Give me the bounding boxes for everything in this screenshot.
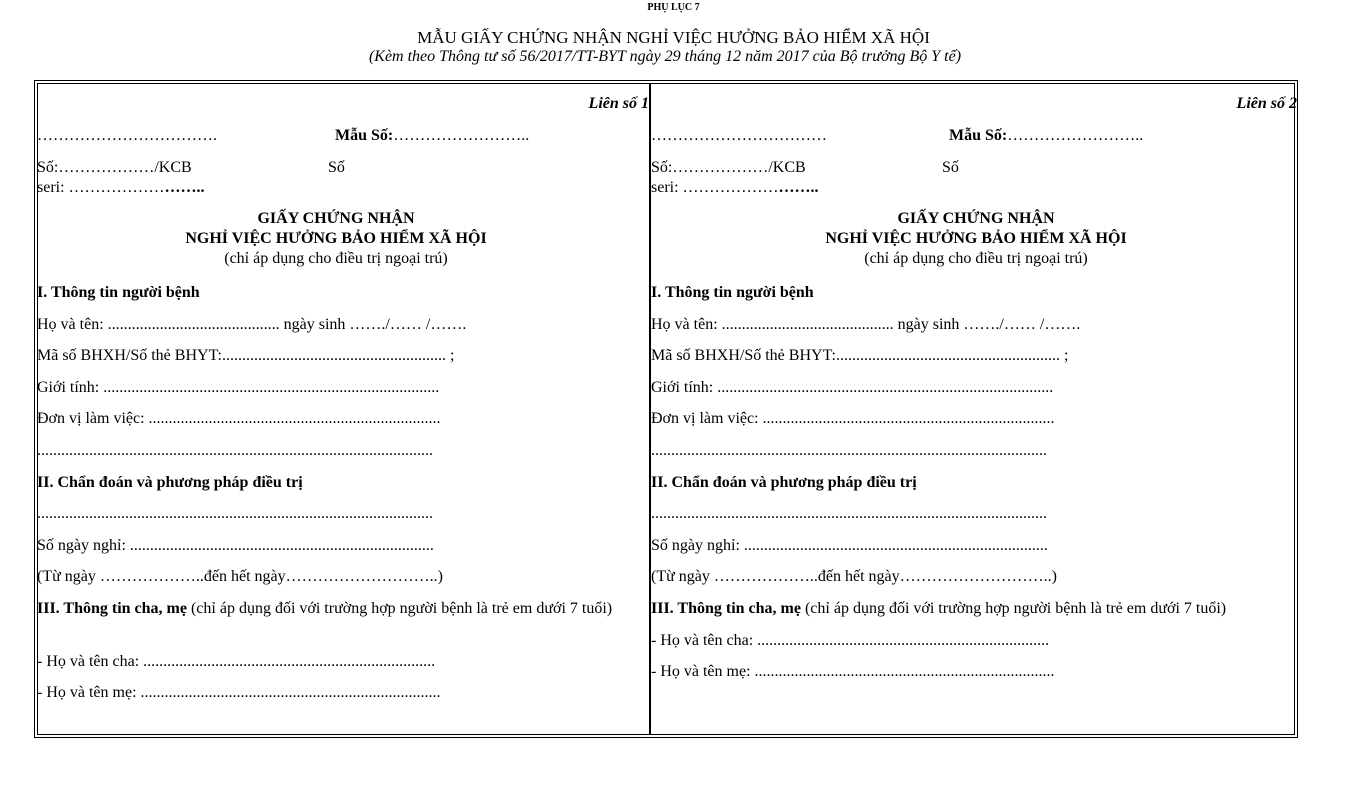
form-number-blank: …………………….. <box>393 127 530 144</box>
gender-line: Giới tính: .................................................................................... <box>651 379 1054 396</box>
document-title: MẪU GIẤY CHỨNG NHẬN NGHỈ VIỆC HƯỞNG BẢO HIỂM XÃ HỘI <box>417 28 930 47</box>
certificate-heading-line1: GIẤY CHỨNG NHẬN <box>897 210 1055 227</box>
form-number-blank: …………………….. <box>1007 127 1144 144</box>
date-range-line: (Từ ngày ………………..đến hết ngày………………………..) <box>651 568 1057 585</box>
father-name-line: - Họ và tên cha: ......................................................................... <box>37 653 436 670</box>
insurance-number-line: Mã số BHXH/Số thẻ BHYT:........................................................ ; <box>651 347 1069 364</box>
workplace-continuation-line: ................................................................................................... <box>651 442 1047 459</box>
serial-number-label: seri: ……………… <box>651 179 779 196</box>
section-2-title: II. Chẩn đoán và phương pháp điều trị <box>651 474 917 491</box>
certificate-copy-2 <box>651 83 1297 735</box>
copy-number: Liên số 2 <box>1236 95 1297 112</box>
workplace-line: Đơn vị làm việc: ......................................................................... <box>651 410 1055 427</box>
section-3-title: III. Thông tin cha, mẹ <box>651 600 801 617</box>
form-number-label: Mẫu Số: <box>949 127 1008 144</box>
workplace-line: Đơn vị làm việc: ......................................................................... <box>37 410 441 427</box>
serial-label: Số <box>328 159 345 176</box>
patient-name-line: Họ và tên: ........................................... ngày sinh ……./…… /……. <box>37 316 467 333</box>
certificate-heading-line2: NGHỈ VIỆC HƯỞNG BẢO HIỂM XÃ HỘI <box>185 230 487 247</box>
mother-name-line: - Họ và tên mẹ: ........................................................................... <box>651 663 1055 680</box>
serial-number-dots: …….. <box>778 179 819 196</box>
diagnosis-line: ................................................................................................... <box>651 505 1047 522</box>
kcb-number: Số:………………/KCB <box>37 159 192 176</box>
section-3-heading <box>37 599 649 619</box>
form-number-label: Mẫu Số: <box>335 127 394 144</box>
kcb-number: Số:………………/KCB <box>651 159 806 176</box>
section-3-note: (chỉ áp dụng đối với trường hợp người bệnh là trẻ em dưới 7 tuổi) <box>186 600 613 617</box>
section-3-heading <box>651 599 1226 619</box>
section-1-title: I. Thông tin người bệnh <box>651 284 814 301</box>
serial-number-dots: …….. <box>164 179 205 196</box>
father-name-line: - Họ và tên cha: ......................................................................... <box>651 632 1050 649</box>
certificate-heading <box>653 209 1299 269</box>
serial-number <box>37 178 205 198</box>
workplace-continuation-line: ................................................................................................... <box>37 442 433 459</box>
serial-number-label: seri: ……………… <box>37 179 165 196</box>
form-number <box>335 126 529 146</box>
certificate-copy-1 <box>37 83 649 735</box>
serial-number <box>651 178 819 198</box>
mother-name-line: - Họ và tên mẹ: ........................................................................... <box>37 684 441 701</box>
certificate-heading <box>30 209 642 269</box>
appendix-label: PHỤ LỤC 7 <box>647 2 700 13</box>
serial-label: Số <box>942 159 959 176</box>
diagnosis-line: ................................................................................................... <box>37 505 433 522</box>
document-subtitle: (Kèm theo Thông tư số 56/2017/TT-BYT ngày 29 tháng 12 năm 2017 của Bộ trưởng Bộ Y tế) <box>368 48 962 65</box>
section-3-title: III. Thông tin cha, mẹ <box>37 600 187 617</box>
section-1-title: I. Thông tin người bệnh <box>37 284 200 301</box>
gender-line: Giới tính: .................................................................................... <box>37 379 440 396</box>
certificate-heading-note: (chỉ áp dụng cho điều trị ngoại trú) <box>224 250 448 267</box>
facility-name-blank: …………………………… <box>651 127 827 144</box>
copy-number: Liên số 1 <box>588 95 649 112</box>
days-off-line: Số ngày nghỉ: ............................................................................ <box>651 537 1048 554</box>
days-off-line: Số ngày nghỉ: ............................................................................ <box>37 537 434 554</box>
certificate-heading-note: (chỉ áp dụng cho điều trị ngoại trú) <box>864 250 1088 267</box>
section-2-title: II. Chẩn đoán và phương pháp điều trị <box>37 474 303 491</box>
certificate-heading-line2: NGHỈ VIỆC HƯỞNG BẢO HIỂM XÃ HỘI <box>825 230 1127 247</box>
insurance-number-line: Mã số BHXH/Số thẻ BHYT:........................................................ ; <box>37 347 455 364</box>
facility-name-blank: ……………………………. <box>37 127 217 144</box>
date-range-line: (Từ ngày ………………..đến hết ngày………………………..) <box>37 568 443 585</box>
section-3-note: (chỉ áp dụng đối với trường hợp người bệnh là trẻ em dưới 7 tuổi) <box>800 600 1227 617</box>
certificate-heading-line1: GIẤY CHỨNG NHẬN <box>257 210 415 227</box>
patient-name-line: Họ và tên: ........................................... ngày sinh ……./…… /……. <box>651 316 1081 333</box>
form-number <box>949 126 1143 146</box>
